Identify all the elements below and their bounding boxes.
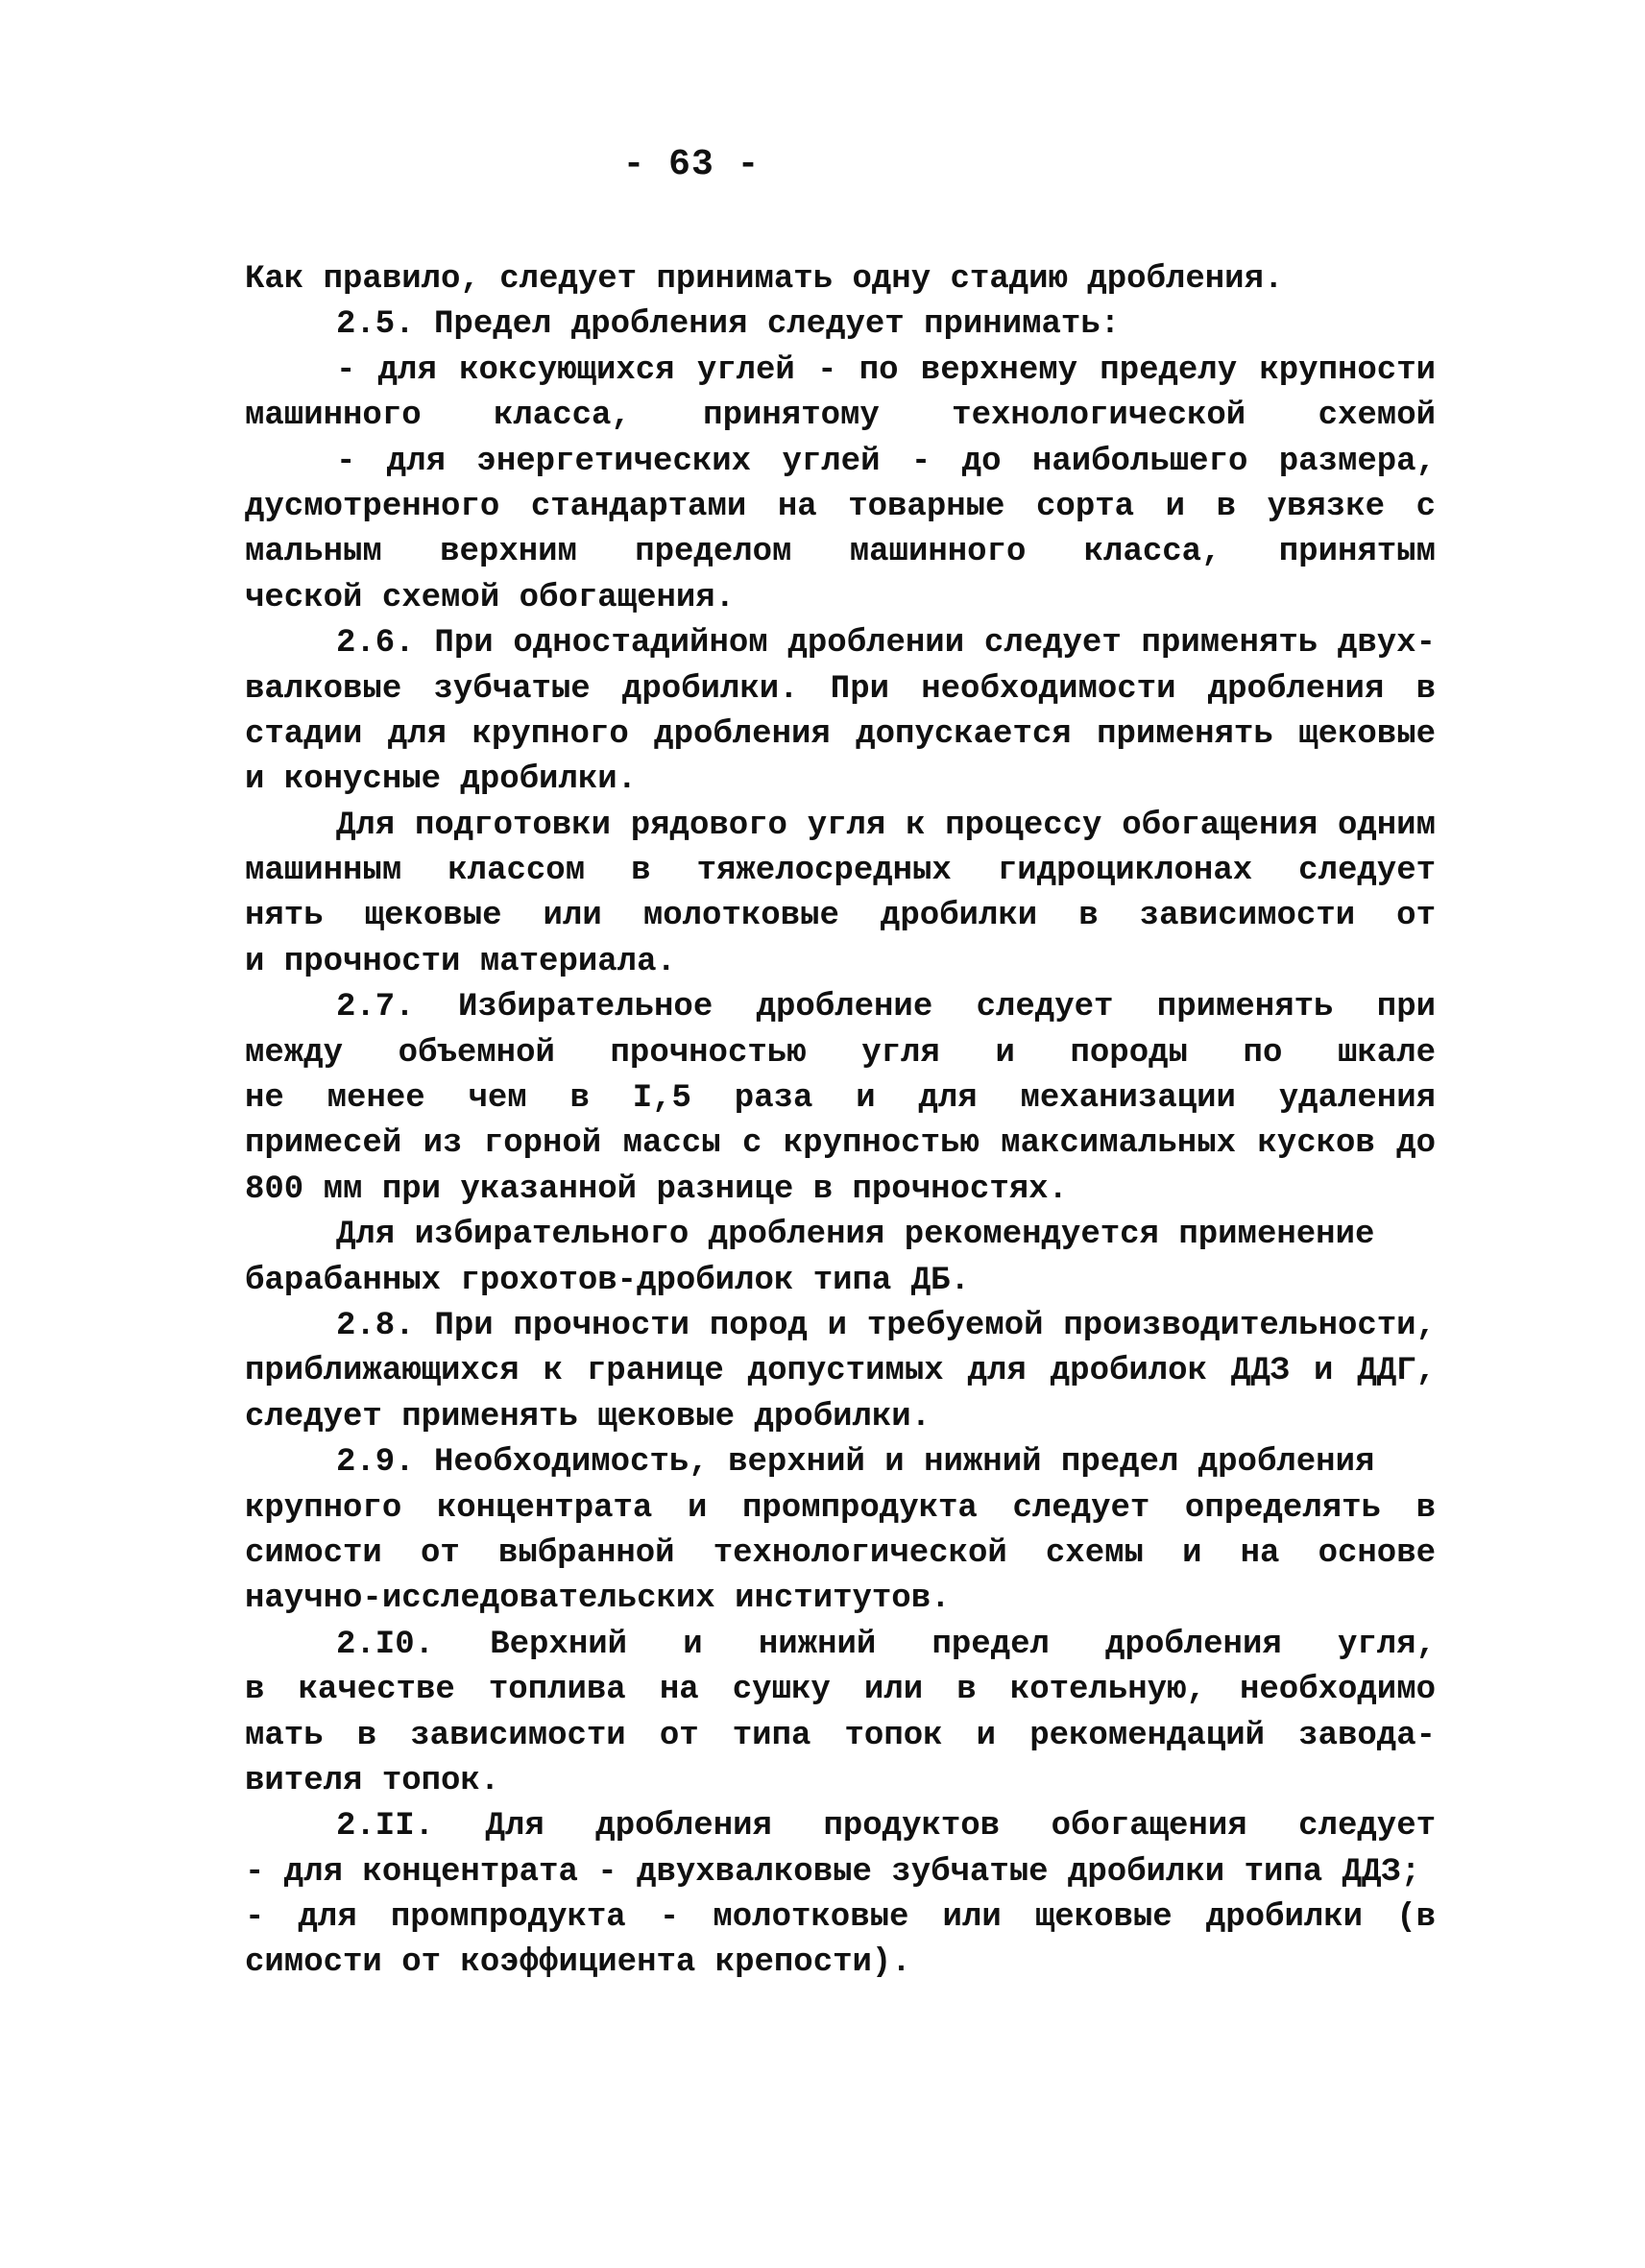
text-line: стадии для крупного дробления допускается применять щековые — [245, 715, 1436, 753]
text-line: 2.II. Для дробления продуктов обогащения следует — [336, 1808, 1436, 1846]
text-line: и прочности материала. — [245, 943, 676, 980]
text-line: вителя топок. — [245, 1762, 500, 1799]
text-line: 2.I0. Верхний и нижний предел дробления угля, — [336, 1626, 1436, 1663]
text-line: ческой схемой обогащения. — [245, 579, 736, 616]
text-line: не менее чем в I,5 раза и для механизации удаления — [245, 1080, 1436, 1118]
text-line: 2.9. Необходимость, верхний и нижний предел дробления — [336, 1444, 1375, 1482]
text-line: машинного класса, принятому технологической схемой — [245, 398, 1436, 435]
text-line: барабанных грохотов-дробилок типа ДБ. — [245, 1262, 970, 1299]
text-line: - для энергетических углей - до наибольшего размера, — [336, 443, 1436, 480]
text-line: - для промпродукта - молотковые или щековые дробилки (в — [245, 1899, 1436, 1937]
text-line: приближающихся к границе допустимых для дробилок ДДЗ и ДДГ, — [245, 1353, 1436, 1390]
text-line: 2.8. При прочности пород и требуемой производительности, — [336, 1307, 1436, 1344]
text-line: нять щековые или молотковые дробилки в зависимости от — [245, 898, 1436, 935]
text-line: 800 мм при указанной разнице в прочностях. — [245, 1170, 1068, 1208]
text-line: и конусные дробилки. — [245, 761, 638, 799]
text-line: примесей из горной массы с крупностью максимальных кусков до — [245, 1125, 1436, 1163]
text-line: дусмотренного стандартами на товарные сорта и в увязке с — [245, 488, 1436, 525]
text-line: между объемной прочностью угля и породы по шкале — [245, 1034, 1436, 1072]
text-line: симости от выбранной технологической схемы и на основе — [245, 1534, 1436, 1572]
text-line: 2.7. Избирательное дробление следует применять при — [336, 989, 1436, 1026]
text-line: крупного концентрата и промпродукта следует определять в — [245, 1489, 1436, 1527]
text-line: в качестве топлива на сушку или в котельную, необходимо — [245, 1672, 1436, 1709]
text-line: Как правило, следует принимать одну стадию дробления. — [245, 261, 1284, 298]
text-line: мальным верхним пределом машинного класса, принятым — [245, 534, 1436, 571]
text-line: - для коксующихся углей - по верхнему пределу крупности — [336, 351, 1436, 389]
page-number: - 63 - — [622, 144, 761, 185]
text-line: валковые зубчатые дробилки. При необходимости дробления в — [245, 670, 1436, 708]
text-line: Для избирательного дробления рекомендуется применение — [336, 1217, 1375, 1254]
text-line: машинным классом в тяжелосредных гидроциклонах следует — [245, 853, 1436, 890]
text-line: 2.6. При одностадийном дроблении следует применять двух- — [336, 625, 1436, 663]
text-line: - для концентрата - двухвалковые зубчатые дробилки типа ДДЗ; — [245, 1853, 1421, 1891]
text-line: симости от коэффициента крепости). — [245, 1944, 911, 1982]
text-line: Для подготовки рядового угля к процессу обогащения одним — [336, 807, 1436, 844]
text-line: научно-исследовательских институтов. — [245, 1580, 951, 1618]
text-line: следует применять щековые дробилки. — [245, 1398, 931, 1436]
document-body — [245, 257, 1436, 1987]
text-line: 2.5. Предел дробления следует принимать: — [336, 306, 1121, 344]
text-line: мать в зависимости от типа топок и рекомендаций завода- — [245, 1717, 1436, 1754]
